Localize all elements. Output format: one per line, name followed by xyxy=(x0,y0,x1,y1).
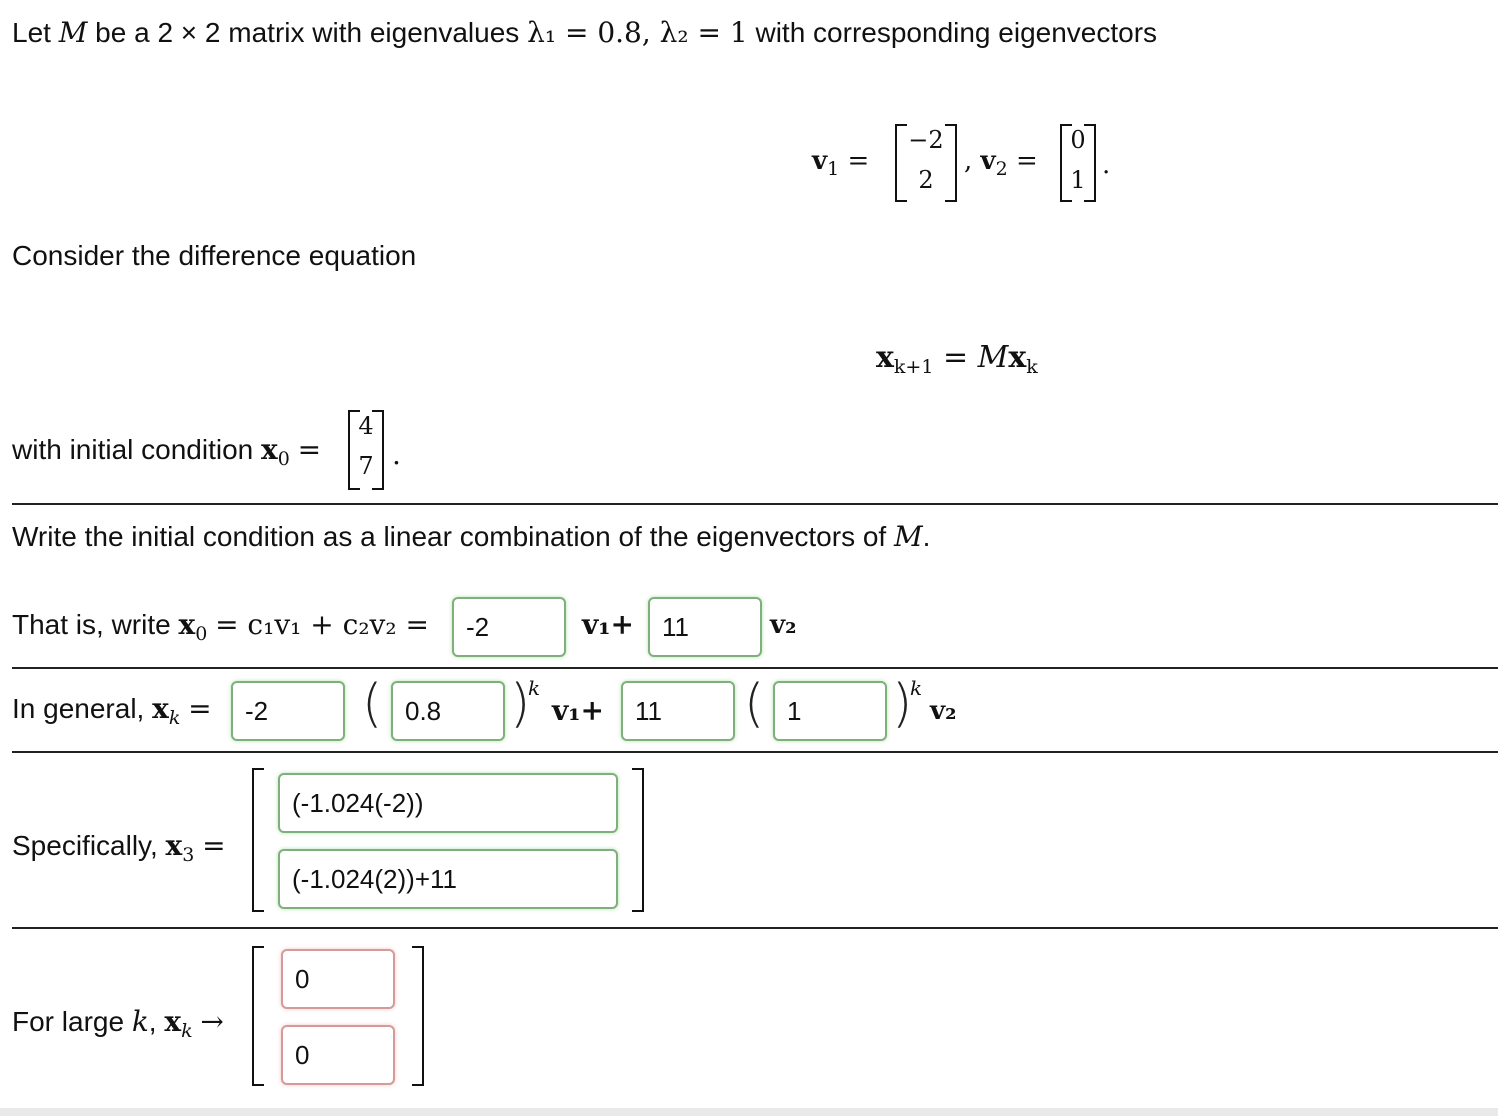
x0-entry: 7 xyxy=(358,452,374,480)
v2-entry: 0 xyxy=(1070,126,1086,154)
v2-label: v₂ xyxy=(930,696,957,726)
v2-label: v₂ xyxy=(770,610,797,640)
difference-equation: $x_{k+1} = Mx_k$ xyxy=(876,340,1038,378)
eigenvalues: λ₁ = 0.8, λ₂ = 1 xyxy=(527,16,748,49)
v2-vector xyxy=(1060,124,1096,202)
divider xyxy=(12,503,1498,505)
divider xyxy=(12,927,1498,929)
v1-label: $v_1$ = xyxy=(812,146,870,180)
c2-input[interactable] xyxy=(648,597,762,657)
x3-row1-input[interactable] xyxy=(278,773,618,833)
initial-condition-text: with initial condition $x_0$ = xyxy=(12,433,322,470)
general-c2-input[interactable] xyxy=(621,681,735,741)
v1-entry: 2 xyxy=(918,166,934,194)
divider xyxy=(12,667,1498,669)
intro-line xyxy=(12,16,1157,49)
bottom-bar xyxy=(0,1108,1498,1116)
matrix-symbol: M xyxy=(58,16,88,49)
x0-entry: 4 xyxy=(358,412,374,440)
general-c1-input[interactable] xyxy=(231,681,345,741)
exponent-k: k xyxy=(528,676,541,700)
divider xyxy=(12,751,1498,753)
specific-text: Specifically, $x_3$ = xyxy=(12,829,226,866)
v2-label: , $v_2$ = xyxy=(964,146,1038,180)
task-text: Write the initial condition as a linear combination of the eigenvectors of M. xyxy=(12,520,931,553)
v1-plus-label: v₁+ xyxy=(582,608,634,641)
v1-vector xyxy=(895,124,957,202)
general-text: In general, $x_k$ = xyxy=(12,692,212,729)
lambda1-input[interactable] xyxy=(391,681,505,741)
lambda2-input[interactable] xyxy=(773,681,887,741)
limit-row2-input[interactable] xyxy=(281,1025,395,1085)
x0-vector xyxy=(348,410,384,490)
v1-plus-label: v₁+ xyxy=(552,694,604,727)
large-k-text: For large k, $x_k$ → xyxy=(12,1005,224,1042)
that-is-text: That is, write $x_0 = c_1v_1 + c_2v_2$ = xyxy=(12,608,429,645)
exponent-k: k xyxy=(910,676,923,700)
v2-entry: 1 xyxy=(1070,166,1086,194)
c1-input[interactable] xyxy=(452,597,566,657)
consider-text: Consider the difference equation xyxy=(12,240,417,271)
intro-suffix: with corresponding eigenvectors xyxy=(755,17,1158,48)
x3-row2-input[interactable] xyxy=(278,849,618,909)
v1-entry: −2 xyxy=(908,126,944,154)
intro-prefix: Let xyxy=(12,17,51,48)
limit-row1-input[interactable] xyxy=(281,949,395,1009)
intro-mid: be a 2 × 2 matrix with eigenvalues xyxy=(95,17,520,48)
